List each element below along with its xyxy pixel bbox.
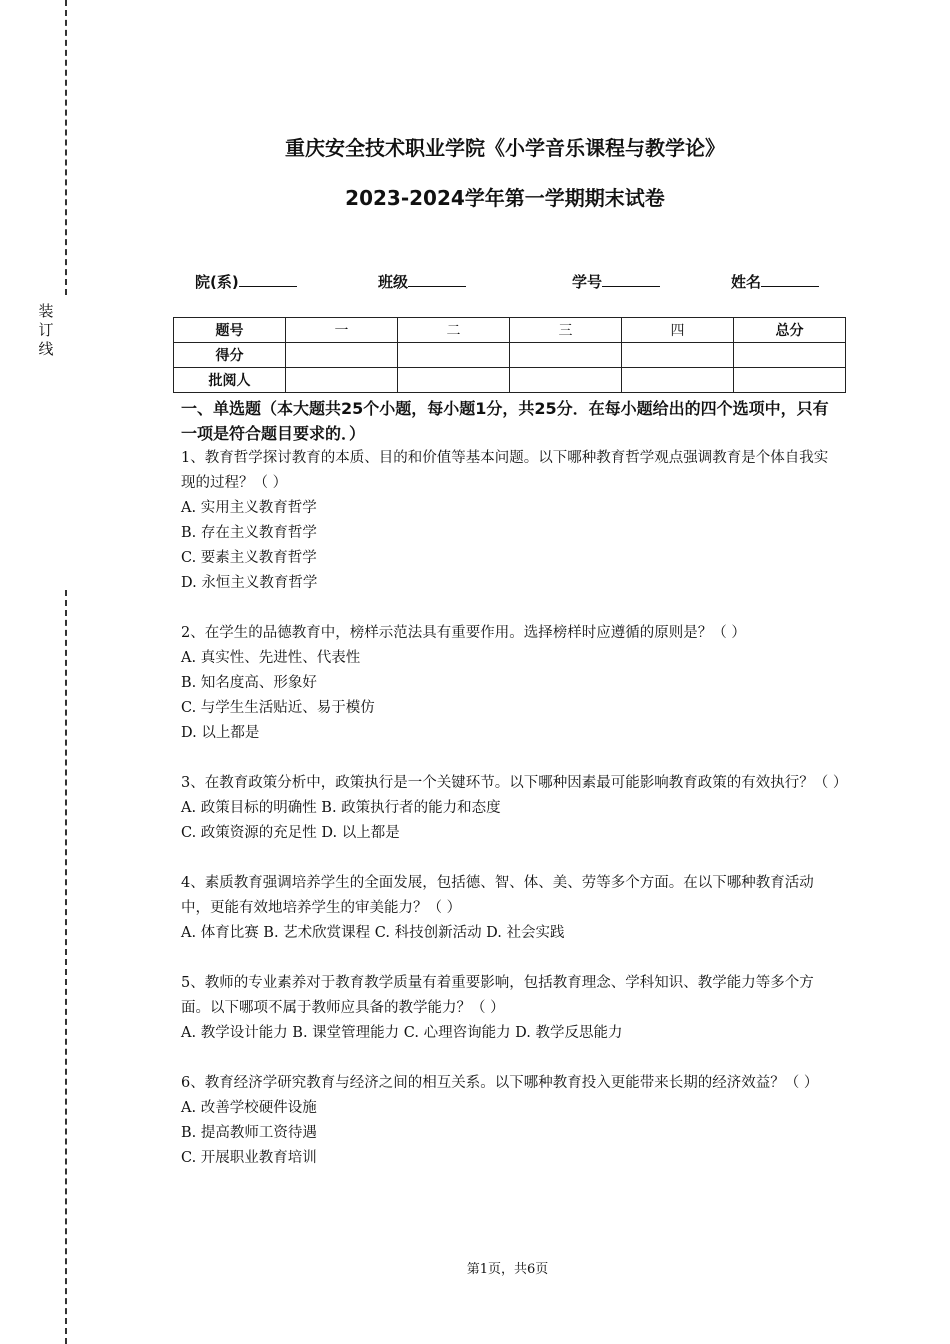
question-text: 2、在学生的品德教育中，榜样示范法具有重要作用。选择榜样时应遵循的原则是？（ ） [181,625,746,641]
exam-content [181,396,848,1196]
score-cell[interactable] [286,343,398,368]
name-label: 姓名 [731,273,762,291]
score-cell[interactable] [734,343,846,368]
reviewer-cell[interactable] [622,368,734,393]
department-field[interactable] [195,270,297,292]
score-table-header [174,318,846,343]
reviewer-cell[interactable] [286,368,398,393]
question-option: C. 政策资源的充足性 D. 以上都是 [181,825,400,841]
question-item [181,621,841,746]
question-option: D. 永恒主义教育哲学 [181,575,318,591]
header-cell: 三 [510,318,622,343]
question-option: D. 以上都是 [181,725,260,741]
binding-char: 线 [38,340,54,358]
student-info-row [180,270,830,292]
row-label: 得分 [174,343,286,368]
class-field[interactable] [378,270,466,292]
score-cell[interactable] [398,343,510,368]
question-item [181,971,841,1046]
question-option: B. 提高教师工资待遇 [181,1125,317,1141]
reviewer-cell[interactable] [734,368,846,393]
question-option: A. 教学设计能力 B. 课堂管理能力 C. 心理咨询能力 D. 教学反思能力 [181,1025,623,1041]
row-label: 批阅人 [174,368,286,393]
header-cell: 总分 [734,318,846,343]
binding-char: 装 [38,302,54,320]
student-id-blank[interactable] [602,270,660,287]
department-blank[interactable] [239,270,297,287]
score-cell[interactable] [510,343,622,368]
score-cell[interactable] [622,343,734,368]
page-footer: 第1页，共6页 [466,1262,549,1277]
exam-title-line1: 重庆安全技术职业学院《小学音乐课程与教学论》 [285,136,725,160]
question-option: C. 开展职业教育培训 [181,1150,317,1166]
reviewer-cell[interactable] [510,368,622,393]
section-heading: 一、单选题（本大题共25个小题，每小题1分，共25分．在每小题给出的四个选项中，只有一项是符合题目要求的．） [181,399,829,443]
question-option: B. 知名度高、形象好 [181,675,317,691]
name-field[interactable] [731,270,819,292]
question-option: A. 体育比赛 B. 艺术欣赏课程 C. 科技创新活动 D. 社会实践 [181,925,565,941]
question-item [181,871,841,946]
header-cell: 题号 [174,318,286,343]
header-cell: 二 [398,318,510,343]
department-label: 院(系) [195,273,239,291]
student-id-label: 学号 [572,273,603,291]
reviewer-cell[interactable] [398,368,510,393]
binding-char: 订 [38,321,54,339]
exam-title-line2: 2023-2024学年第一学期期末试卷 [345,186,665,210]
question-text: 3、在教育政策分析中，政策执行是一个关键环节。以下哪种因素最可能影响教育政策的有效执行？（ ） [181,775,848,791]
question-option: A. 实用主义教育哲学 [181,500,317,516]
question-text: 4、素质教育强调培养学生的全面发展，包括德、智、体、美、劳等多个方面。在以下哪种教育活动中，更能有效地培养学生的审美能力？（ ） [181,875,814,916]
name-blank[interactable] [761,270,819,287]
class-blank[interactable] [408,270,466,287]
question-option: C. 与学生生活贴近、易于模仿 [181,700,375,716]
class-label: 班级 [378,273,409,291]
question-option: B. 存在主义教育哲学 [181,525,317,541]
question-item [181,446,841,596]
question-text: 5、教师的专业素养对于教育教学质量有着重要影响，包括教育理念、学科知识、教学能力等多个方面。以下哪项不属于教师应具备的教学能力？（ ） [181,975,814,1016]
question-option: A. 政策目标的明确性 B. 政策执行者的能力和态度 [181,800,501,816]
binding-line-top [65,0,67,295]
header-cell: 四 [622,318,734,343]
binding-label [37,302,55,359]
question-item [181,771,848,846]
question-option: A. 改善学校硬件设施 [181,1100,317,1116]
score-table [173,317,846,393]
question-option: C. 要素主义教育哲学 [181,550,317,566]
score-row [174,343,846,368]
question-text: 1、教育哲学探讨教育的本质、目的和价值等基本问题。以下哪种教育哲学观点强调教育是个体自我实现的过程？（ ） [181,450,829,491]
binding-line-bottom [65,590,67,1344]
student-id-field[interactable] [572,270,660,292]
reviewer-row [174,368,846,393]
question-option: A. 真实性、先进性、代表性 [181,650,361,666]
question-text: 6、教育经济学研究教育与经济之间的相互关系。以下哪种教育投入更能带来长期的经济效益？（ ） [181,1075,819,1091]
header-cell: 一 [286,318,398,343]
question-item [181,1071,841,1171]
